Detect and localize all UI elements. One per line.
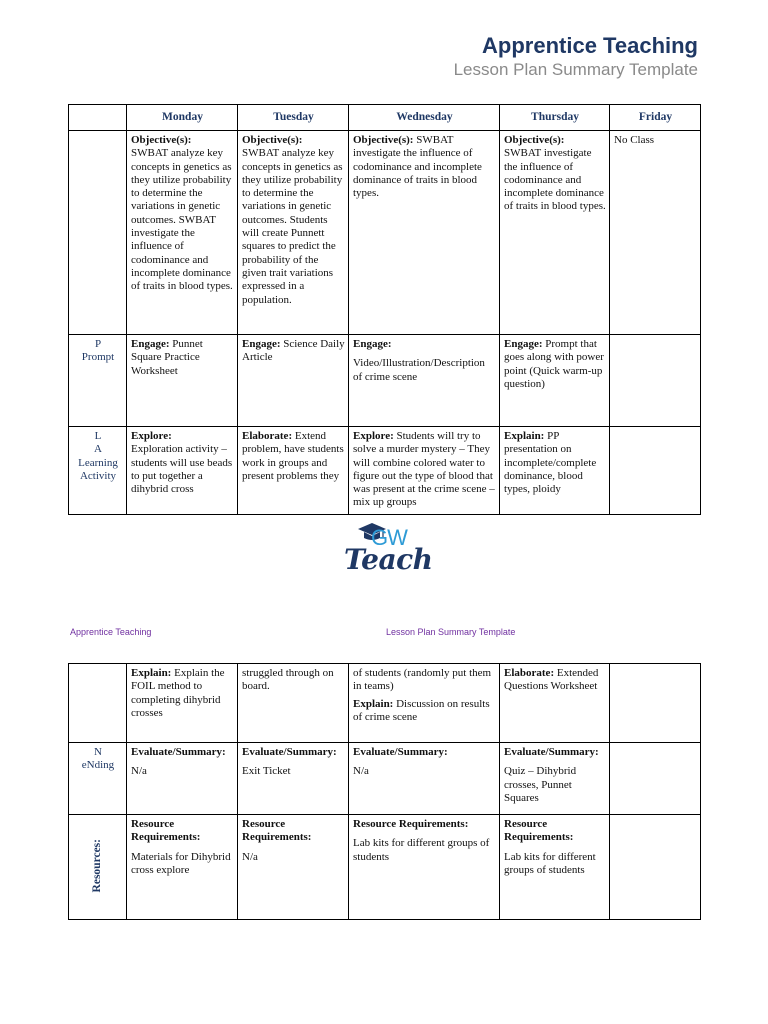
- day-header-monday: Monday: [127, 105, 238, 131]
- day-header-friday: Friday: [610, 105, 701, 131]
- objective-text: SWBAT analyze key concepts in genetics as they utilize probability to determine the variations in genetic outcomes. Students will create Punnett squares to predict the probability of the given trait variations expressed in a population.: [242, 147, 343, 306]
- prompt-friday: [610, 335, 701, 427]
- resources-tuesday: [238, 815, 349, 920]
- prompt-word: Prompt: [81, 351, 115, 364]
- footer-left: Apprentice Teaching: [70, 627, 152, 637]
- resources-row: [69, 815, 701, 920]
- continued-monday: [127, 664, 238, 743]
- logo-gw-text: GW: [371, 525, 407, 550]
- continued-text: of students (randomly put them in teams): [353, 667, 492, 693]
- evaluate-text: Quiz – Dihybrid crosses, Punnet Squares: [504, 765, 577, 804]
- evaluate-label: Evaluate/Summary:: [242, 746, 337, 758]
- objectives-row-label: [69, 131, 127, 335]
- objective-friday: [610, 131, 701, 335]
- continued-tuesday: [238, 664, 349, 743]
- document-subtitle: Lesson Plan Summary Template: [453, 60, 698, 79]
- elaborate-label: Elaborate:: [504, 667, 555, 679]
- resource-text: Lab kits for different groups of students: [504, 850, 596, 876]
- objective-tuesday: [238, 131, 349, 335]
- continued-activity-row: [69, 664, 701, 743]
- activity-thursday: [500, 427, 610, 515]
- resources-wednesday: [349, 815, 500, 920]
- lesson-plan-table-page1: [68, 104, 701, 515]
- objectives-row: [69, 131, 701, 335]
- evaluate-label: Evaluate/Summary:: [504, 746, 599, 758]
- prompt-tuesday: [238, 335, 349, 427]
- ending-tuesday: [238, 743, 349, 815]
- explain-text: Explain the FOIL method to completing dihybrid crosses: [131, 667, 225, 719]
- explore-label: Explore:: [353, 430, 394, 442]
- objective-label: Objective(s):: [504, 134, 565, 146]
- prompt-letter: P: [94, 338, 102, 350]
- activity-friday: [610, 427, 701, 515]
- ending-row-label: [69, 743, 127, 815]
- elaborate-label: Elaborate:: [242, 430, 293, 442]
- activity-word-learning: Learning: [78, 456, 118, 469]
- ending-row: [69, 743, 701, 815]
- prompt-thursday: [500, 335, 610, 427]
- footer-right: Lesson Plan Summary Template: [386, 627, 516, 637]
- objective-label: Objective(s):: [242, 134, 303, 146]
- resource-text: N/a: [242, 850, 258, 863]
- logo-teach-text: Teach: [344, 543, 433, 576]
- objective-wednesday: [349, 131, 500, 335]
- corner-cell: [69, 105, 127, 131]
- ending-letter: N: [94, 746, 102, 758]
- continued-wednesday: [349, 664, 500, 743]
- prompt-monday: [127, 335, 238, 427]
- continued-friday: [610, 664, 701, 743]
- objective-label: Objective(s):: [131, 134, 192, 146]
- explain-text: Discussion on results of crime scene: [353, 697, 490, 723]
- objective-monday: [127, 131, 238, 335]
- days-header-row: [69, 105, 701, 131]
- objective-text: SWBAT analyze key concepts in genetics as they utilize probability to determine the variations in genetic outcomes. SWBAT investigate the influence of codominance and incomplete dominance of traits in blood types.: [131, 147, 233, 293]
- explore-label: Explore:: [131, 430, 172, 442]
- resource-requirements-label: Resource Requirements:: [353, 818, 469, 830]
- resources-thursday: [500, 815, 610, 920]
- objective-text: No Class: [614, 134, 655, 146]
- explain-label: Explain:: [504, 430, 545, 442]
- explore-text: Students will try to solve a murder mystery – They will combine colored water to figure out the type of blood that was present at the crime scene – mix up groups: [353, 430, 495, 509]
- resource-text: Materials for Dihybrid cross explore: [131, 850, 231, 876]
- objective-label: Objective(s):: [353, 134, 414, 146]
- prompt-wednesday: [349, 335, 500, 427]
- ending-friday: [610, 743, 701, 815]
- resources-label: Resources:: [91, 838, 104, 893]
- objective-text: SWBAT investigate the influence of codominance and incomplete dominance of traits in blood types.: [504, 147, 606, 213]
- resource-text: Lab kits for different groups of students: [353, 837, 490, 863]
- explain-label: Explain:: [131, 667, 172, 679]
- ending-wednesday: [349, 743, 500, 815]
- activity-monday: [127, 427, 238, 515]
- engage-text: Punnet Square Practice Worksheet: [131, 338, 203, 377]
- engage-text: Video/Illustration/Description of crime scene: [353, 357, 485, 383]
- explore-text: Exploration activity – students will use beads to put together a dihybrid cross: [131, 443, 233, 496]
- explain-label: Explain:: [353, 697, 394, 710]
- activity-wednesday: [349, 427, 500, 515]
- evaluate-text: Exit Ticket: [242, 765, 291, 778]
- continued-thursday: [500, 664, 610, 743]
- engage-label: Engage:: [131, 338, 170, 350]
- day-header-tuesday: Tuesday: [238, 105, 349, 131]
- ending-word: eNding: [81, 759, 115, 772]
- engage-text: Prompt that goes along with power point (Quick warm-up question): [504, 338, 604, 390]
- elaborate-text: Extended Questions Worksheet: [504, 667, 599, 693]
- elaborate-text: Extend problem, have students work in groups and present problems they: [242, 430, 344, 482]
- continued-row-label: [69, 664, 127, 743]
- continued-text: struggled through on board.: [242, 667, 334, 693]
- lesson-plan-table-page2: [68, 663, 701, 920]
- activity-tuesday: [238, 427, 349, 515]
- engage-label: Engage:: [242, 338, 281, 350]
- ending-thursday: [500, 743, 610, 815]
- resources-row-label: [69, 815, 127, 920]
- engage-label: Engage:: [504, 338, 543, 350]
- explain-text: PP presentation on incomplete/complete dominance, blood types, ploidy: [504, 430, 597, 496]
- gw-teach-logo: [338, 519, 438, 581]
- activity-letter-a: A: [94, 443, 102, 456]
- ending-monday: [127, 743, 238, 815]
- resource-requirements-label: Resource Requirements:: [242, 818, 312, 844]
- day-header-wednesday: Wednesday: [349, 105, 500, 131]
- learning-activity-row: [69, 427, 701, 515]
- objective-text: SWBAT investigate the influence of codominance and incomplete dominance of traits in blood types.: [353, 134, 482, 200]
- day-header-thursday: Thursday: [500, 105, 610, 131]
- document-title: Apprentice Teaching: [482, 33, 698, 58]
- resource-requirements-label: Resource Requirements:: [131, 818, 201, 844]
- prompt-row-label: [69, 335, 127, 427]
- activity-word-activity: Activity: [79, 469, 117, 482]
- evaluate-text: N/a: [131, 765, 147, 778]
- objective-thursday: [500, 131, 610, 335]
- evaluate-label: Evaluate/Summary:: [353, 746, 448, 758]
- engage-text: Science Daily Article: [242, 338, 345, 364]
- resources-monday: [127, 815, 238, 920]
- evaluate-label: Evaluate/Summary:: [131, 746, 226, 758]
- evaluate-text: N/a: [353, 765, 369, 778]
- learning-activity-row-label: [69, 427, 127, 515]
- engage-label: Engage:: [353, 338, 392, 350]
- resource-requirements-label: Resource Requirements:: [504, 818, 574, 844]
- resources-friday: [610, 815, 701, 920]
- activity-letter-l: L: [94, 430, 102, 442]
- prompt-row: [69, 335, 701, 427]
